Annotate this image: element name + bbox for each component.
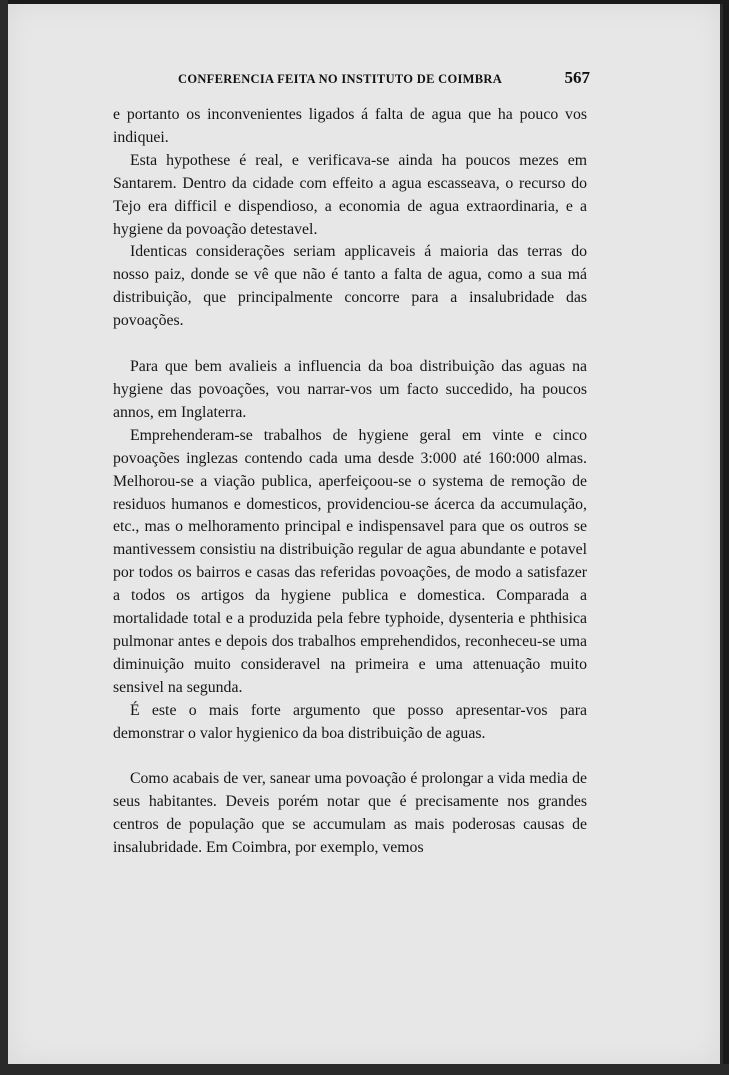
- page-number: 567: [564, 68, 590, 87]
- book-page: [8, 4, 723, 1064]
- body-text: [113, 104, 587, 860]
- paragraph-5: Emprehenderam-se trabalhos de hygiene geral em vinte e cinco povoações inglezas contendo cada uma desde 3:000 até 160:000 almas. Melhorou-se a viação publica, aperfeiçoou-se o systema de remoção de residuos humanos e domesticos, providenciou-se ácerca da accumulação, etc., mas o melhoramento principal e indispensavel para que os outros se mantivessem consistiu na distribuição regular de agua abundante e potavel por todos os bairros e casas das referidas povoações, de modo a satisfazer a todos os artigos da hygiene publica e domestica. Comparada a mortalidade total e a produzida pela febre typhoide, dysenteria e phthisica pulmonar antes e depois dos trabalhos emprehendidos, reconheceu-se uma diminuição muito consideravel na primeira e uma attenuação muito sensivel na segunda.: [113, 426, 587, 696]
- paragraph-3: Identicas considerações seriam applicaveis á maioria das terras do nosso paiz, donde se vê que não é tanto a falta de agua, como a sua má distribuição, que principalmente concorre para a insalubridade das povoações.: [113, 243, 587, 330]
- scan-edge-bottom: [0, 1064, 729, 1075]
- running-head: CONFERENCIA FEITA NO INSTITUTO DE COIMBRA: [178, 72, 503, 86]
- paragraph-6: É este o mais forte argumento que posso apresentar-vos para demonstrar o valor hygienico da boa distribuição de aguas.: [113, 701, 587, 742]
- paragraph-4: Para que bem avalieis a influencia da boa distribuição das aguas na hygiene das povoações, vou narrar-vos um facto succedido, ha poucos annos, em Inglaterra.: [113, 358, 587, 421]
- paragraph-2: Esta hypothese é real, e verificava-se ainda ha poucos mezes em Santarem. Dentro da cidade com effeito a agua escasseava, o recurso do Tejo era difficil e dispendioso, a economia de agua extraordinaria, e a hygiene da povoação detestavel.: [113, 151, 587, 238]
- paragraph-7: Como acabais de ver, sanear uma povoação é prolongar a vida media de seus habitantes. Deveis porém notar que é precisamente nos grandes centros de população que se accumulam as mais poderosas causas de insalubridade. Em Coimbra, por exemplo, vemos: [113, 770, 587, 857]
- page-header: [178, 68, 590, 88]
- paragraph-1: e portanto os inconvenientes ligados á falta de agua que ha pouco vos indiquei.: [113, 106, 587, 146]
- scan-edge-left: [0, 0, 8, 1075]
